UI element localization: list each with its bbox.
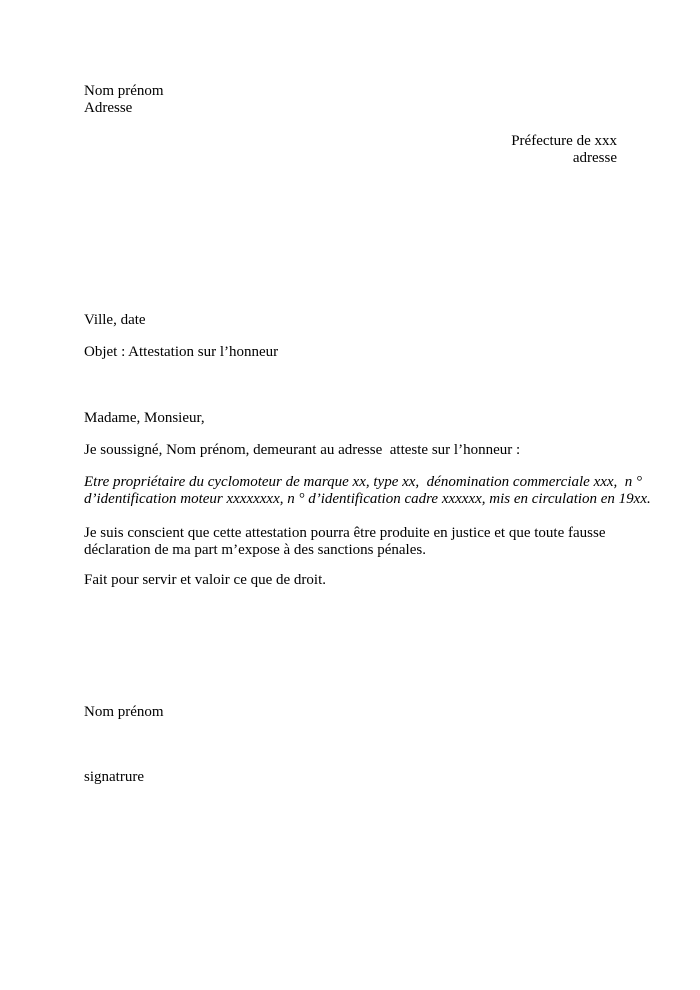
recipient-block [511,133,617,167]
sender-block [84,83,164,117]
city-date-text: Ville, date [84,312,146,328]
intro-text: Je soussigné, Nom prénom, demeurant au adresse atteste sur l’honneur : [84,442,521,458]
signature-name-line [84,704,164,721]
closing-paragraph [84,572,326,589]
intro-paragraph [84,442,520,459]
declaration-line-1: Etre propriétaire du cyclomoteur de marque xx, type xx, dénomination commerciale xxx, n ° [84,474,643,490]
sender-name: Nom prénom [84,83,164,99]
salutation-line [84,410,205,427]
declaration-paragraph [84,474,651,508]
closing-text: Fait pour servir et valoir ce que de droit. [84,572,327,588]
subject-line [84,344,278,361]
warning-line-1: Je suis conscient que cette attestation pourra être produite en justice et que toute fausse [84,525,606,541]
signature-name-text: Nom prénom [84,704,164,720]
recipient-name: Préfecture de xxx [511,133,617,149]
city-date-line [84,312,146,329]
sender-address: Adresse [84,100,133,116]
subject-text: Objet : Attestation sur l’honneur [84,344,279,360]
signature-label-line [84,769,144,786]
declaration-line-2: d’identification moteur xxxxxxxx, n ° d’identification cadre xxxxxx, mis en circulation en 19xx. [84,491,651,507]
signature-label-text: signatrure [84,769,144,785]
warning-line-2: déclaration de ma part m’expose à des sanctions pénales. [84,542,426,558]
warning-paragraph [84,525,605,559]
recipient-address: adresse [572,150,617,166]
salutation-text: Madame, Monsieur, [84,410,205,426]
